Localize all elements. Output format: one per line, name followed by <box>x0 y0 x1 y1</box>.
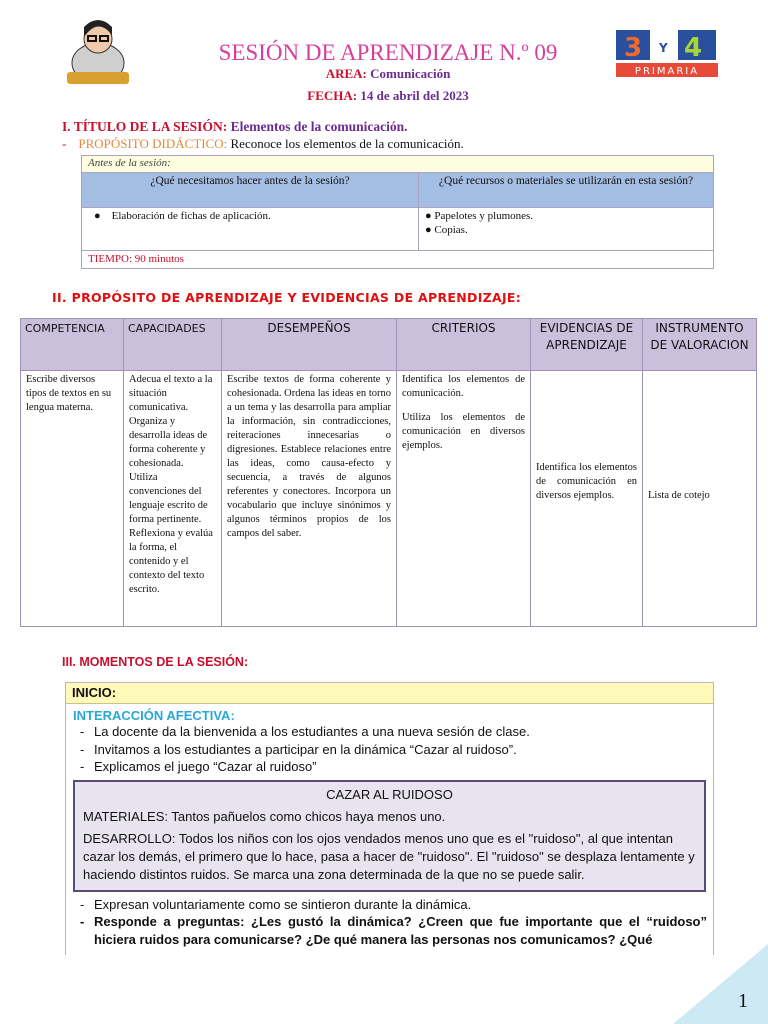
proposito-label: PROPÓSITO DIDÁCTICO: <box>78 136 228 151</box>
antes-title: Antes de la sesión: <box>82 156 714 173</box>
list-item: - Expresan voluntariamente como se sintieron durante la dinámica. <box>66 896 713 914</box>
svg-text:4: 4 <box>684 33 703 63</box>
capacidad: Organiza y desarrolla ideas de forma coherente y cohesionada. <box>129 416 208 469</box>
section-2-heading: II. PROPÓSITO DE APRENDIZAJE Y EVIDENCIAS DE APRENDIZAJE: <box>52 290 522 305</box>
svg-text:Y: Y <box>659 41 668 55</box>
corner-decoration <box>673 944 768 1024</box>
col-header: ¿Qué necesitamos hacer antes de la sesión? <box>82 173 419 208</box>
juego-materiales: MATERIALES: Tantos pañuelos como chicos haya menos uno. <box>83 808 446 824</box>
page-title: SESIÓN DE APRENDIZAJE N.º 09 <box>218 40 558 65</box>
area-value: Comunicación <box>370 66 451 81</box>
list-item: - Responde a preguntas: ¿Les gustó la dinámica? ¿Creen que fue importante que el “ruidoso” hiciera ruidos para comunicarse? ¿De qué manera las personas nos comunicamos? ¿Qué <box>66 913 713 948</box>
antes-table <box>81 155 714 269</box>
svg-text:3: 3 <box>624 33 643 63</box>
instrumento-cell: Lista de cotejo <box>643 371 757 627</box>
dash: - <box>62 136 67 151</box>
criterio: Utiliza los elementos de comunicación en diversos ejemplos. <box>402 412 525 451</box>
capacidad: Adecua el texto a la situación comunicativa. <box>129 374 213 413</box>
list-item: - Invitamos a los estudiantes a participar en la dinámica “Cazar al ruidoso”. <box>66 741 713 759</box>
col-header: ¿Qué recursos o materiales se utilizarán en esta sesión? <box>419 173 714 208</box>
proposito-line <box>62 136 464 152</box>
fecha-value: 14 de abril del 2023 <box>360 88 469 103</box>
juego-desarrollo: DESARROLLO: Todos los niños con los ojos vendados menos uno que es el "ruidoso", al que intentan cazar los demás, el primero que lo hace, pasa a hacer de "ruidoso". El "ruidoso" se desplaza lentamente y haciendo distintos ruidos. Se marca una zona determinada de la que no se puede salir. <box>83 830 695 882</box>
capacidad: Reflexiona y evalúa la forma, el contenido y el contexto del texto escrito. <box>129 528 213 595</box>
desempenos-cell: Escribe textos de forma coherente y cohesionada. Ordena las ideas en torno a un tema y las desarrolla para ampliar la información, sin contradicciones, reiteraciones innecesarias o digresiones. Establece relaciones entre las ideas, como causa-efecto y secuencia, a través de algunos referentes y conectores. Incorpora un vocabulario que incluye sinónimos y algunos términos propios de los campos del saber. <box>222 371 397 627</box>
juego-box <box>73 780 706 892</box>
criterios-cell <box>397 371 531 627</box>
section-1-heading <box>62 119 408 135</box>
juego-title: CAZAR AL RUIDOSO <box>326 786 453 802</box>
session-title: Elementos de la comunicación. <box>230 119 408 134</box>
svg-text:PRIMARIA: PRIMARIA <box>634 66 700 77</box>
item-text: Papelotes y plumones. <box>434 210 534 222</box>
capacidades-cell <box>124 371 222 627</box>
criterio: Identifica los elementos de comunicación. <box>402 374 525 399</box>
section-1-label: I. TÍTULO DE LA SESIÓN: <box>62 119 228 134</box>
col-header: DESEMPEÑOS <box>222 319 397 371</box>
tiempo: TIEMPO: 90 minutos <box>82 251 714 269</box>
interaccion-heading: INTERACCIÓN AFECTIVA: <box>73 708 235 723</box>
page-number: 1 <box>738 990 748 1012</box>
materiales-cell <box>419 208 714 251</box>
evidencias-cell: Identifica los elementos de comunicación en diversos ejemplos. <box>531 371 643 627</box>
inicio-header: INICIO: <box>66 683 713 704</box>
item-text: Copias. <box>434 224 468 236</box>
list-item: ● Copias. <box>425 224 468 236</box>
fecha-label: FECHA: <box>307 88 358 103</box>
col-header: CAPACIDADES <box>124 319 222 371</box>
area-line <box>0 66 768 82</box>
momentos-box <box>65 682 714 955</box>
fecha-line <box>0 88 768 104</box>
col-header: INSTRUMENTO DE VALORACION <box>643 319 757 371</box>
list-item: ● Elaboración de fichas de aplicación. <box>94 210 271 222</box>
antes-cell <box>82 208 419 251</box>
col-header: COMPETENCIA <box>21 319 124 371</box>
list-item: ● Papelotes y plumones. <box>425 210 534 222</box>
proposito-value: Reconoce los elementos de la comunicación. <box>230 136 464 151</box>
section-3-heading: III. MOMENTOS DE LA SESIÓN: <box>62 655 249 669</box>
col-header: EVIDENCIAS DE APRENDIZAJE <box>531 319 643 371</box>
list-item: - La docente da la bienvenida a los estudiantes a una nueva sesión de clase. <box>66 723 713 741</box>
area-label: AREA: <box>325 66 367 81</box>
list-item: - Explicamos el juego “Cazar al ruidoso” <box>66 758 713 776</box>
proposito-table <box>20 318 757 627</box>
competencia-cell: Escribe diversos tipos de textos en su lengua materna. <box>21 371 124 627</box>
item-text: Elaboración de fichas de aplicación. <box>111 210 271 222</box>
col-header: CRITERIOS <box>397 319 531 371</box>
capacidad: Utiliza convenciones del lenguaje escrito de forma pertinente. <box>129 472 208 525</box>
